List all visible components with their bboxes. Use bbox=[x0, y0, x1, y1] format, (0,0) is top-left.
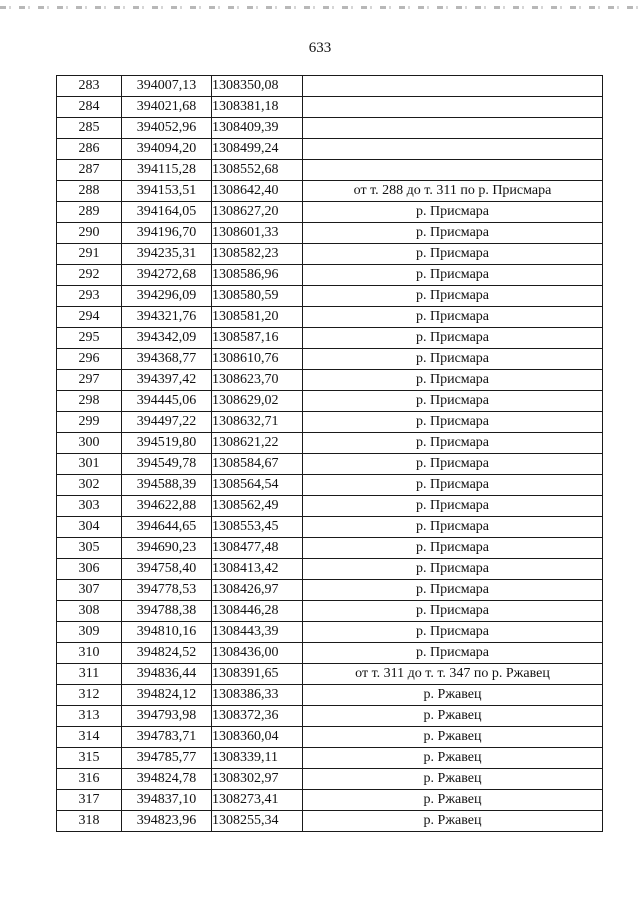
table-row bbox=[57, 664, 603, 685]
y-coordinate-cell: 1308587,16 bbox=[212, 328, 303, 349]
point-number-cell: 291 bbox=[57, 244, 122, 265]
table-row bbox=[57, 496, 603, 517]
table-row bbox=[57, 811, 603, 832]
y-coordinate-cell: 1308413,42 bbox=[212, 559, 303, 580]
boundary-description-cell: р. Ржавец bbox=[303, 685, 603, 706]
y-coordinate-cell: 1308477,48 bbox=[212, 538, 303, 559]
y-coordinate-cell: 1308623,70 bbox=[212, 370, 303, 391]
table-row bbox=[57, 580, 603, 601]
x-coordinate-cell: 394588,39 bbox=[122, 475, 212, 496]
x-coordinate-cell: 394445,06 bbox=[122, 391, 212, 412]
boundary-description-cell: р. Присмара bbox=[303, 601, 603, 622]
y-coordinate-cell: 1308302,97 bbox=[212, 769, 303, 790]
y-coordinate-cell: 1308586,96 bbox=[212, 265, 303, 286]
x-coordinate-cell: 394235,31 bbox=[122, 244, 212, 265]
point-number-cell: 284 bbox=[57, 97, 122, 118]
boundary-description-cell: р. Присмара bbox=[303, 265, 603, 286]
point-number-cell: 304 bbox=[57, 517, 122, 538]
table-row bbox=[57, 601, 603, 622]
boundary-description-cell: р. Присмара bbox=[303, 643, 603, 664]
table-row bbox=[57, 265, 603, 286]
point-number-cell: 285 bbox=[57, 118, 122, 139]
x-coordinate-cell: 394153,51 bbox=[122, 181, 212, 202]
boundary-description-cell: р. Присмара bbox=[303, 307, 603, 328]
point-number-cell: 312 bbox=[57, 685, 122, 706]
point-number-cell: 305 bbox=[57, 538, 122, 559]
y-coordinate-cell: 1308443,39 bbox=[212, 622, 303, 643]
y-coordinate-cell: 1308621,22 bbox=[212, 433, 303, 454]
table-row bbox=[57, 139, 603, 160]
y-coordinate-cell: 1308273,41 bbox=[212, 790, 303, 811]
boundary-description-cell: р. Присмара bbox=[303, 433, 603, 454]
table-row bbox=[57, 685, 603, 706]
boundary-description-cell: р. Присмара bbox=[303, 475, 603, 496]
x-coordinate-cell: 394644,65 bbox=[122, 517, 212, 538]
boundary-description-cell: р. Присмара bbox=[303, 454, 603, 475]
point-number-cell: 302 bbox=[57, 475, 122, 496]
x-coordinate-cell: 394836,44 bbox=[122, 664, 212, 685]
y-coordinate-cell: 1308610,76 bbox=[212, 349, 303, 370]
x-coordinate-cell: 394690,23 bbox=[122, 538, 212, 559]
y-coordinate-cell: 1308642,40 bbox=[212, 181, 303, 202]
x-coordinate-cell: 394272,68 bbox=[122, 265, 212, 286]
table-row bbox=[57, 769, 603, 790]
table-row bbox=[57, 412, 603, 433]
y-coordinate-cell: 1308339,11 bbox=[212, 748, 303, 769]
boundary-description-cell: от т. 311 до т. т. 347 по р. Ржавец bbox=[303, 664, 603, 685]
point-number-cell: 318 bbox=[57, 811, 122, 832]
point-number-cell: 317 bbox=[57, 790, 122, 811]
y-coordinate-cell: 1308627,20 bbox=[212, 202, 303, 223]
table-row bbox=[57, 118, 603, 139]
boundary-description-cell: р. Ржавец bbox=[303, 811, 603, 832]
point-number-cell: 296 bbox=[57, 349, 122, 370]
boundary-description-cell: р. Присмара bbox=[303, 622, 603, 643]
x-coordinate-cell: 394793,98 bbox=[122, 706, 212, 727]
table-row bbox=[57, 370, 603, 391]
boundary-description-cell: р. Ржавец bbox=[303, 706, 603, 727]
x-coordinate-cell: 394321,76 bbox=[122, 307, 212, 328]
boundary-description-cell: р. Присмара bbox=[303, 496, 603, 517]
boundary-description-cell: р. Присмара bbox=[303, 223, 603, 244]
x-coordinate-cell: 394342,09 bbox=[122, 328, 212, 349]
x-coordinate-cell: 394823,96 bbox=[122, 811, 212, 832]
boundary-description-cell bbox=[303, 118, 603, 139]
y-coordinate-cell: 1308564,54 bbox=[212, 475, 303, 496]
table-row bbox=[57, 790, 603, 811]
point-number-cell: 294 bbox=[57, 307, 122, 328]
scan-edge-artifact bbox=[0, 6, 640, 9]
point-number-cell: 311 bbox=[57, 664, 122, 685]
table-row bbox=[57, 391, 603, 412]
x-coordinate-cell: 394021,68 bbox=[122, 97, 212, 118]
table-row bbox=[57, 475, 603, 496]
point-number-cell: 315 bbox=[57, 748, 122, 769]
y-coordinate-cell: 1308255,34 bbox=[212, 811, 303, 832]
point-number-cell: 299 bbox=[57, 412, 122, 433]
y-coordinate-cell: 1308350,08 bbox=[212, 76, 303, 97]
boundary-description-cell: р. Ржавец bbox=[303, 727, 603, 748]
boundary-description-cell bbox=[303, 76, 603, 97]
x-coordinate-cell: 394115,28 bbox=[122, 160, 212, 181]
x-coordinate-cell: 394296,09 bbox=[122, 286, 212, 307]
y-coordinate-cell: 1308580,59 bbox=[212, 286, 303, 307]
boundary-description-cell: р. Присмара bbox=[303, 328, 603, 349]
boundary-description-cell: р. Ржавец bbox=[303, 769, 603, 790]
point-number-cell: 316 bbox=[57, 769, 122, 790]
y-coordinate-cell: 1308584,67 bbox=[212, 454, 303, 475]
y-coordinate-cell: 1308372,36 bbox=[212, 706, 303, 727]
point-number-cell: 300 bbox=[57, 433, 122, 454]
x-coordinate-cell: 394778,53 bbox=[122, 580, 212, 601]
boundary-description-cell: от т. 288 до т. 311 по р. Присмара bbox=[303, 181, 603, 202]
table-body bbox=[57, 76, 603, 832]
point-number-cell: 288 bbox=[57, 181, 122, 202]
x-coordinate-cell: 394622,88 bbox=[122, 496, 212, 517]
x-coordinate-cell: 394497,22 bbox=[122, 412, 212, 433]
point-number-cell: 308 bbox=[57, 601, 122, 622]
point-number-cell: 303 bbox=[57, 496, 122, 517]
point-number-cell: 313 bbox=[57, 706, 122, 727]
boundary-description-cell: р. Присмара bbox=[303, 370, 603, 391]
table-row bbox=[57, 307, 603, 328]
boundary-description-cell: р. Ржавец bbox=[303, 790, 603, 811]
table-row bbox=[57, 76, 603, 97]
table-row bbox=[57, 748, 603, 769]
x-coordinate-cell: 394785,77 bbox=[122, 748, 212, 769]
x-coordinate-cell: 394052,96 bbox=[122, 118, 212, 139]
point-number-cell: 290 bbox=[57, 223, 122, 244]
table-row bbox=[57, 97, 603, 118]
y-coordinate-cell: 1308386,33 bbox=[212, 685, 303, 706]
table-row bbox=[57, 517, 603, 538]
x-coordinate-cell: 394094,20 bbox=[122, 139, 212, 160]
x-coordinate-cell: 394824,12 bbox=[122, 685, 212, 706]
x-coordinate-cell: 394783,71 bbox=[122, 727, 212, 748]
boundary-description-cell: р. Присмара bbox=[303, 349, 603, 370]
point-number-cell: 307 bbox=[57, 580, 122, 601]
y-coordinate-cell: 1308582,23 bbox=[212, 244, 303, 265]
table-row bbox=[57, 622, 603, 643]
boundary-description-cell: р. Присмара bbox=[303, 202, 603, 223]
page-number: 633 bbox=[308, 40, 332, 56]
table-row bbox=[57, 433, 603, 454]
table-row bbox=[57, 202, 603, 223]
x-coordinate-cell: 394196,70 bbox=[122, 223, 212, 244]
point-number-cell: 309 bbox=[57, 622, 122, 643]
point-number-cell: 310 bbox=[57, 643, 122, 664]
point-number-cell: 295 bbox=[57, 328, 122, 349]
table-row bbox=[57, 349, 603, 370]
boundary-description-cell: р. Присмара bbox=[303, 286, 603, 307]
x-coordinate-cell: 394837,10 bbox=[122, 790, 212, 811]
table-row bbox=[57, 559, 603, 580]
table-row bbox=[57, 160, 603, 181]
table-row bbox=[57, 727, 603, 748]
point-number-cell: 314 bbox=[57, 727, 122, 748]
boundary-description-cell: р. Присмара bbox=[303, 391, 603, 412]
point-number-cell: 292 bbox=[57, 265, 122, 286]
y-coordinate-cell: 1308426,97 bbox=[212, 580, 303, 601]
y-coordinate-cell: 1308601,33 bbox=[212, 223, 303, 244]
x-coordinate-cell: 394164,05 bbox=[122, 202, 212, 223]
table-row bbox=[57, 706, 603, 727]
table-row bbox=[57, 643, 603, 664]
x-coordinate-cell: 394788,38 bbox=[122, 601, 212, 622]
x-coordinate-cell: 394007,13 bbox=[122, 76, 212, 97]
point-number-cell: 301 bbox=[57, 454, 122, 475]
y-coordinate-cell: 1308436,00 bbox=[212, 643, 303, 664]
boundary-description-cell: р. Присмара bbox=[303, 412, 603, 433]
y-coordinate-cell: 1308632,71 bbox=[212, 412, 303, 433]
x-coordinate-cell: 394397,42 bbox=[122, 370, 212, 391]
x-coordinate-cell: 394810,16 bbox=[122, 622, 212, 643]
y-coordinate-cell: 1308629,02 bbox=[212, 391, 303, 412]
boundary-description-cell bbox=[303, 139, 603, 160]
x-coordinate-cell: 394519,80 bbox=[122, 433, 212, 454]
y-coordinate-cell: 1308553,45 bbox=[212, 517, 303, 538]
point-number-cell: 293 bbox=[57, 286, 122, 307]
x-coordinate-cell: 394549,78 bbox=[122, 454, 212, 475]
y-coordinate-cell: 1308360,04 bbox=[212, 727, 303, 748]
point-number-cell: 306 bbox=[57, 559, 122, 580]
x-coordinate-cell: 394758,40 bbox=[122, 559, 212, 580]
boundary-description-cell bbox=[303, 97, 603, 118]
boundary-description-cell: р. Присмара bbox=[303, 559, 603, 580]
x-coordinate-cell: 394824,52 bbox=[122, 643, 212, 664]
x-coordinate-cell: 394824,78 bbox=[122, 769, 212, 790]
table-row bbox=[57, 328, 603, 349]
table-row bbox=[57, 244, 603, 265]
y-coordinate-cell: 1308499,24 bbox=[212, 139, 303, 160]
y-coordinate-cell: 1308391,65 bbox=[212, 664, 303, 685]
y-coordinate-cell: 1308409,39 bbox=[212, 118, 303, 139]
table-row bbox=[57, 223, 603, 244]
y-coordinate-cell: 1308552,68 bbox=[212, 160, 303, 181]
table-row bbox=[57, 538, 603, 559]
x-coordinate-cell: 394368,77 bbox=[122, 349, 212, 370]
table-row bbox=[57, 454, 603, 475]
y-coordinate-cell: 1308562,49 bbox=[212, 496, 303, 517]
boundary-description-cell: р. Присмара bbox=[303, 244, 603, 265]
point-number-cell: 289 bbox=[57, 202, 122, 223]
y-coordinate-cell: 1308446,28 bbox=[212, 601, 303, 622]
coordinates-table bbox=[56, 75, 603, 832]
y-coordinate-cell: 1308581,20 bbox=[212, 307, 303, 328]
table-row bbox=[57, 286, 603, 307]
point-number-cell: 283 bbox=[57, 76, 122, 97]
point-number-cell: 287 bbox=[57, 160, 122, 181]
y-coordinate-cell: 1308381,18 bbox=[212, 97, 303, 118]
boundary-description-cell: р. Присмара bbox=[303, 580, 603, 601]
point-number-cell: 286 bbox=[57, 139, 122, 160]
table-row bbox=[57, 181, 603, 202]
boundary-description-cell: р. Присмара bbox=[303, 538, 603, 559]
point-number-cell: 297 bbox=[57, 370, 122, 391]
point-number-cell: 298 bbox=[57, 391, 122, 412]
boundary-description-cell bbox=[303, 160, 603, 181]
boundary-description-cell: р. Присмара bbox=[303, 517, 603, 538]
boundary-description-cell: р. Ржавец bbox=[303, 748, 603, 769]
